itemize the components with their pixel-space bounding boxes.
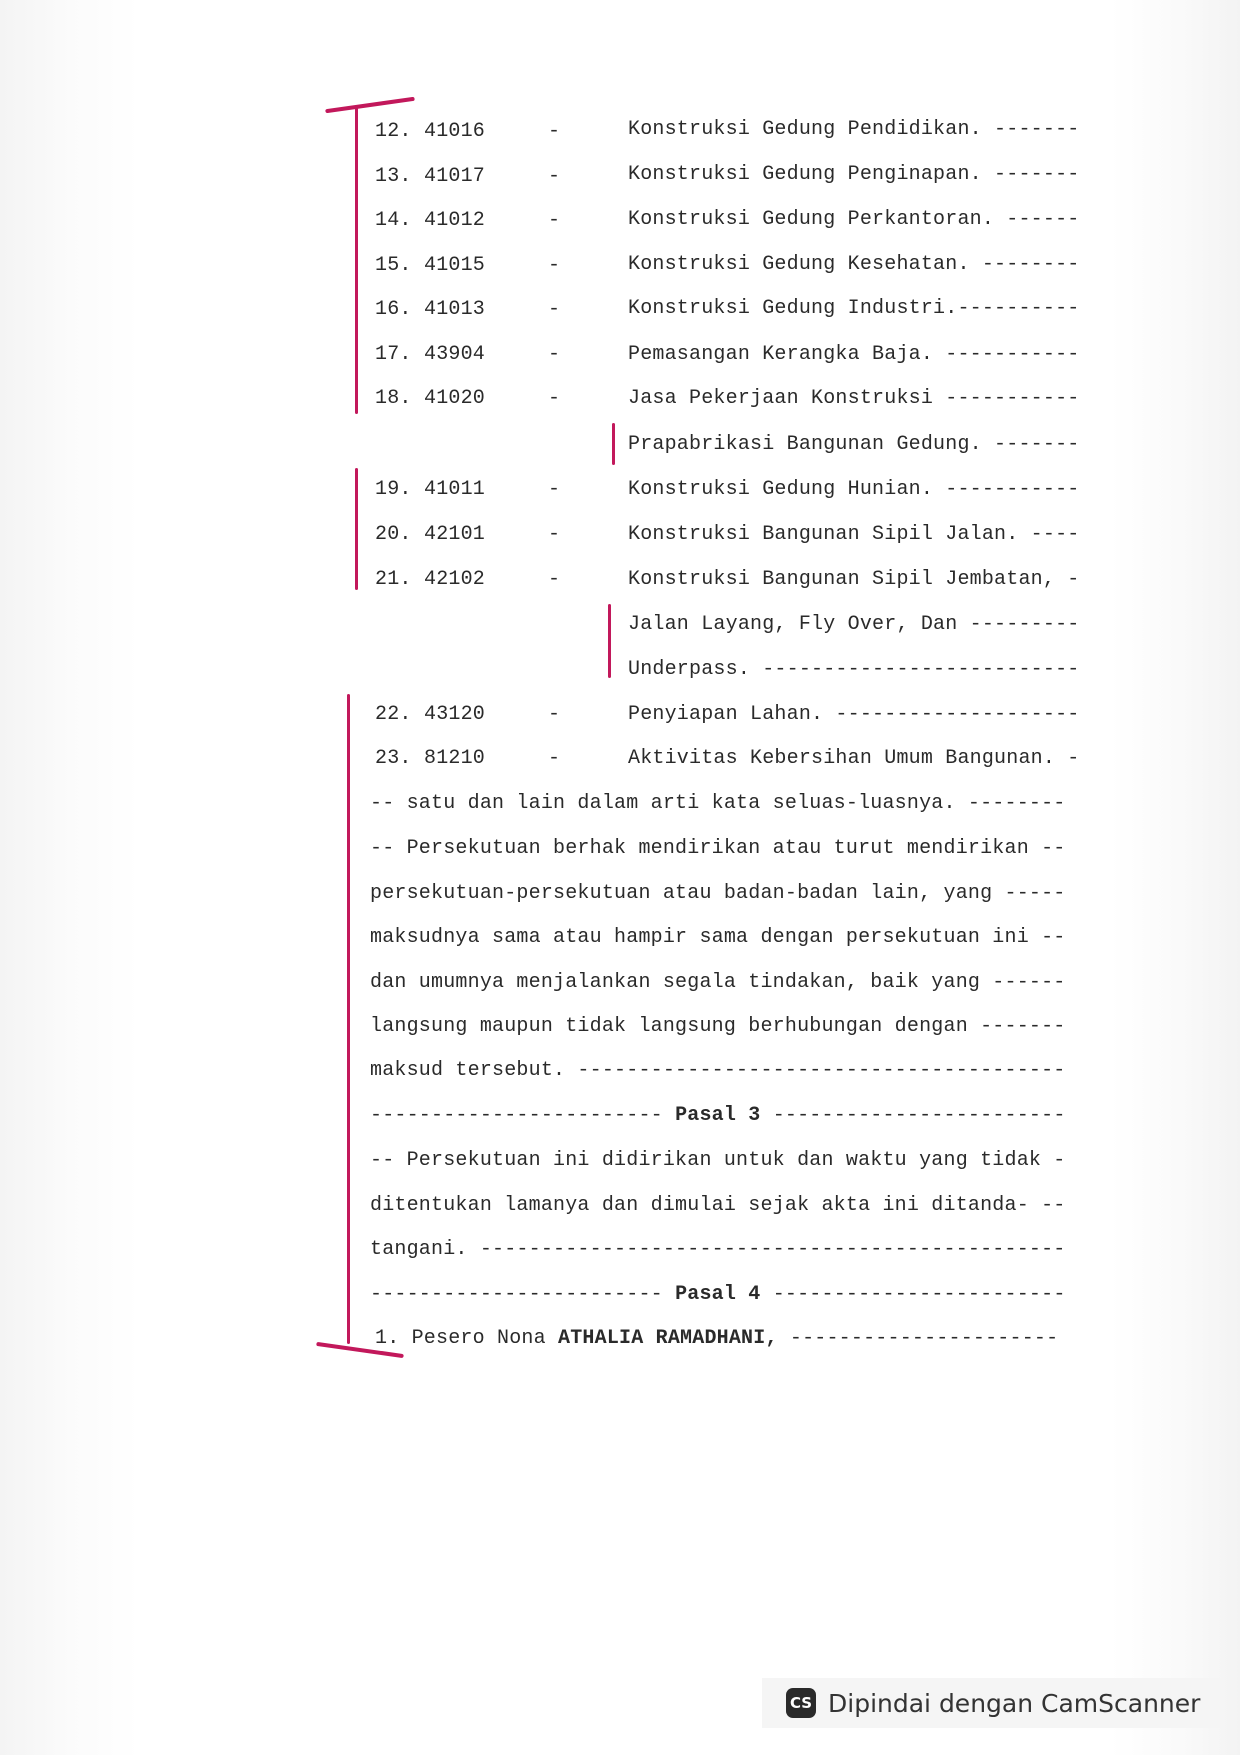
item-code: 41015 <box>424 254 486 277</box>
heading-right-dashes: ------------------------ <box>772 1104 1066 1127</box>
paragraph-line: persekutuan-persekutuan atau badan-badan lain, yang ----- <box>370 882 1066 905</box>
item-number: 18. <box>375 387 412 410</box>
item-description: Jalan Layang, Fly Over, Dan --------- <box>628 613 1080 636</box>
pesero-prefix: 1. Pesero Nona <box>375 1327 559 1350</box>
item-description: Konstruksi Bangunan Sipil Jembatan, - <box>628 568 1080 591</box>
item-code: 81210 <box>424 747 486 770</box>
pesero-name: ATHALIA RAMADHANI, <box>558 1327 778 1350</box>
paragraph-line: maksud tersebut. ---------------------------------------- <box>370 1059 1066 1082</box>
item-description: Konstruksi Gedung Penginapan. ------- <box>628 163 1080 186</box>
heading-left-dashes: ------------------------ <box>370 1283 663 1306</box>
pen-bracket-2 <box>612 423 615 465</box>
item-description: Konstruksi Gedung Industri.---------- <box>628 297 1080 320</box>
pasal-4-heading <box>370 1281 1066 1309</box>
paragraph-line: langsung maupun tidak langsung berhubungan dengan ------- <box>370 1015 1066 1038</box>
item-code: 42101 <box>424 523 486 546</box>
paragraph-line: dan umumnya menjalankan segala tindakan, baik yang ------ <box>370 971 1066 994</box>
section-title: Pasal 3 <box>675 1104 761 1127</box>
paragraph-line: -- Persekutuan berhak mendirikan atau turut mendirikan -- <box>370 837 1066 860</box>
pesero-item <box>375 1325 1058 1353</box>
pasal-3-line: -- Persekutuan ini didirikan untuk dan waktu yang tidak - <box>370 1149 1066 1172</box>
item-number: 15. <box>375 254 412 277</box>
item-code: 41017 <box>424 165 486 188</box>
item-number: 16. <box>375 298 412 321</box>
item-code: 41012 <box>424 209 486 232</box>
item-separator: - <box>548 298 561 321</box>
item-description: Konstruksi Gedung Kesehatan. -------- <box>628 253 1080 276</box>
pasal-3-line: tangani. ------------------------------------------------ <box>370 1238 1066 1261</box>
watermark-text: Dipindai dengan CamScanner <box>828 1688 1201 1718</box>
item-separator: - <box>548 478 561 501</box>
item-number: 19. <box>375 478 412 501</box>
paragraph-line: maksudnya sama atau hampir sama dengan persekutuan ini -- <box>370 926 1066 949</box>
pen-bracket-5 <box>347 694 350 1344</box>
item-number: 14. <box>375 209 412 232</box>
item-number: 17. <box>375 343 412 366</box>
pesero-suffix: ---------------------- <box>777 1327 1059 1350</box>
item-separator: - <box>548 209 561 232</box>
item-number: 12. <box>375 120 412 143</box>
item-separator: - <box>548 703 561 726</box>
item-separator: - <box>548 120 561 143</box>
pen-top-bar <box>325 97 415 113</box>
item-description: Prapabrikasi Bangunan Gedung. ------- <box>628 433 1080 456</box>
item-separator: - <box>548 343 561 366</box>
item-description: Penyiapan Lahan. -------------------- <box>628 703 1080 726</box>
scanner-watermark <box>762 1678 1222 1728</box>
item-description: Konstruksi Gedung Pendidikan. ------- <box>628 118 1080 141</box>
pasal-3-heading <box>370 1102 1066 1130</box>
section-title: Pasal 4 <box>675 1283 761 1306</box>
item-code: 41011 <box>424 478 486 501</box>
item-separator: - <box>548 568 561 591</box>
item-code: 41016 <box>424 120 486 143</box>
item-code: 41013 <box>424 298 486 321</box>
item-description: Aktivitas Kebersihan Umum Bangunan. - <box>628 747 1080 770</box>
item-separator: - <box>548 523 561 546</box>
item-separator: - <box>548 165 561 188</box>
item-number: 23. <box>375 747 412 770</box>
heading-right-dashes: ------------------------ <box>772 1283 1066 1306</box>
item-code: 43120 <box>424 703 486 726</box>
item-description: Konstruksi Gedung Perkantoran. ------ <box>628 208 1080 231</box>
item-code: 41020 <box>424 387 486 410</box>
pen-bracket-3 <box>355 468 358 590</box>
item-code: 43904 <box>424 343 486 366</box>
item-separator: - <box>548 387 561 410</box>
pasal-3-line: ditentukan lamanya dan dimulai sejak akta ini ditanda- -- <box>370 1194 1066 1217</box>
item-number: 13. <box>375 165 412 188</box>
item-code: 42102 <box>424 568 486 591</box>
item-number: 21. <box>375 568 412 591</box>
pen-bracket-1 <box>355 106 358 414</box>
item-description: Konstruksi Gedung Hunian. ----------- <box>628 478 1080 501</box>
heading-left-dashes: ------------------------ <box>370 1104 663 1127</box>
item-separator: - <box>548 254 561 277</box>
item-description: Jasa Pekerjaan Konstruksi ----------- <box>628 387 1080 410</box>
paragraph-line: -- satu dan lain dalam arti kata seluas-luasnya. -------- <box>370 792 1066 815</box>
item-description: Pemasangan Kerangka Baja. ----------- <box>628 343 1080 366</box>
item-description: Konstruksi Bangunan Sipil Jalan. ---- <box>628 523 1080 546</box>
item-number: 22. <box>375 703 412 726</box>
item-number: 20. <box>375 523 412 546</box>
camscanner-logo-icon: CS <box>786 1688 816 1718</box>
item-description: Underpass. -------------------------- <box>628 658 1080 681</box>
pen-bracket-4 <box>608 604 611 678</box>
item-separator: - <box>548 747 561 770</box>
